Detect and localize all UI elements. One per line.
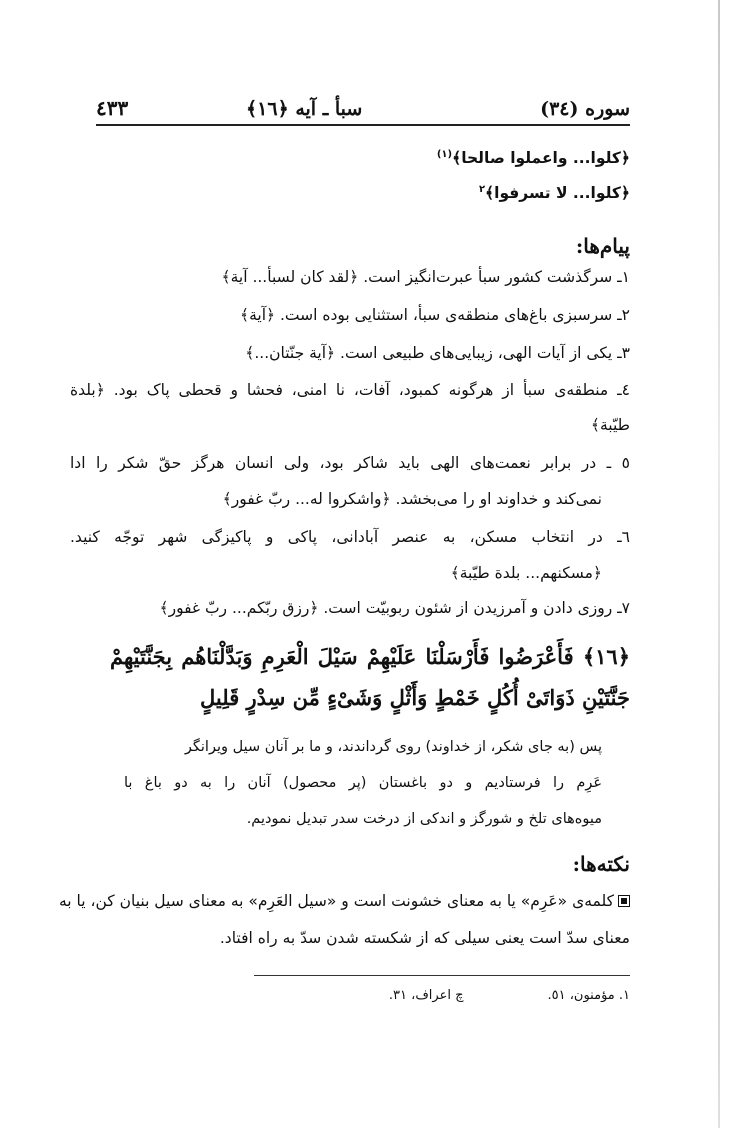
- header-verse: سبأ ـ آيه ﴿١٦﴾: [246, 98, 363, 120]
- note-1-line-2: معناى سدّ است يعنى سيلى كه از شكسته شدن سدّ به راه افتاد.: [219, 929, 630, 947]
- verse-line-1: ﴿١٦﴾ فَأَعْرَضُوا فَأَرْسَلْنَا عَلَيْهِمْ سَيْلَ الْعَرِمِ وَبَدَّلْنَاهُم بِجَنَّتَيْهِمْ: [110, 644, 630, 669]
- intro-quote-1-marker: (١): [436, 149, 453, 160]
- intro-quote-1-text: ﴿كلوا... واعملوا صالحا﴾: [452, 149, 630, 168]
- translation-line-1: پس (به جاى شكر، از خداوند) روى گرداندند، و ما بر آنان سيل ويرانگر: [184, 739, 602, 755]
- message-1: ١ـ سرگذشت كشور سبأ عبرت‌انگيز است. ﴿لقد كان لسبأ... آية﴾: [221, 268, 630, 286]
- intro-quote-2-marker: ٢: [478, 184, 486, 195]
- message-4-line-2: طيّبة﴾: [590, 416, 630, 434]
- message-4-line-1: ٤ـ منطقه‌ى سبأ از هرگونه كمبود، آفات، نا امنى، فحشا و قحطى پاک بود. ﴿بلدة: [70, 381, 630, 399]
- page-number: ٤٣٣: [96, 96, 129, 120]
- running-header: [96, 90, 630, 126]
- message-3: ٣ـ يكى از آيات الهى، زيبايى‌هاى طبيعى است. ﴿آية جنّتان...﴾: [245, 344, 630, 362]
- footnote-2: چ اعراف، ٣١.: [388, 988, 464, 1003]
- notes-heading: نكته‌ها:: [572, 852, 630, 876]
- message-6-line-1: ٦ـ در انتخاب مسكن، به عنصر آبادانى، پاكى و پاكيزگى شهر توجّه كنيد.: [70, 528, 630, 546]
- message-7: ٧ـ روزى دادن و آمرزيدن از شئون ربوبيّت است. ﴿رزق ربّكم... ربّ غفور﴾: [159, 599, 630, 617]
- message-5-line-2: نمى‌كند و خداوند او را مى‌بخشد. ﴿واشكروا له... ربّ غفور﴾: [222, 490, 602, 508]
- footnotes: [96, 988, 630, 1003]
- translation-line-3: ميوه‌هاى تلخ و شورگز و اندكى از درخت سدر تبديل نموديم.: [246, 811, 602, 827]
- message-5-line-1: ٥ ـ در برابر نعمت‌هاى الهى بايد شاكر بود، ولى انسان هرگز حقّ شكر را ادا: [70, 454, 630, 472]
- footnote-1: ١. مؤمنون، ٥١.: [547, 988, 630, 1003]
- intro-quote-1: [96, 144, 630, 169]
- intro-quote-2-text: ﴿كلوا... لا تسرفوا﴾: [485, 184, 630, 203]
- footnote-divider: [254, 975, 630, 976]
- message-2: ٢ـ سرسبزى باغ‌هاى منطقه‌ى سبأ، استثنايى بوده است. ﴿آية﴾: [239, 306, 630, 324]
- note-1-line-1-text: كلمه‌ى «عَرِم» يا به معناى خشونت است و «سيل العَرِم» به معناى سيل بنيان كن، يا به: [58, 892, 614, 910]
- messages-heading: پيام‌ها:: [575, 234, 630, 258]
- note-1-line-1: [58, 890, 630, 912]
- message-6-line-2: ﴿مسكنهم... بلدة طيّبة﴾: [450, 564, 602, 582]
- square-bullet-icon: [618, 895, 630, 907]
- translation-line-2: عَرِم را فرستاديم و دو باغستان (پر محصول) آنان را به دو باغ با: [124, 775, 602, 791]
- verse-line-2: جَنَّتَيْنِ ذَوَاتَىْ أُكُلٍ خَمْطٍ وَأَثْلٍ وَشَىْءٍ مِّن سِدْرٍ قَلِيلٍ: [200, 685, 630, 710]
- header-surah: سوره (٣٤): [540, 98, 630, 120]
- page-edge-shadow: [718, 0, 720, 1128]
- intro-quote-2: [96, 179, 630, 204]
